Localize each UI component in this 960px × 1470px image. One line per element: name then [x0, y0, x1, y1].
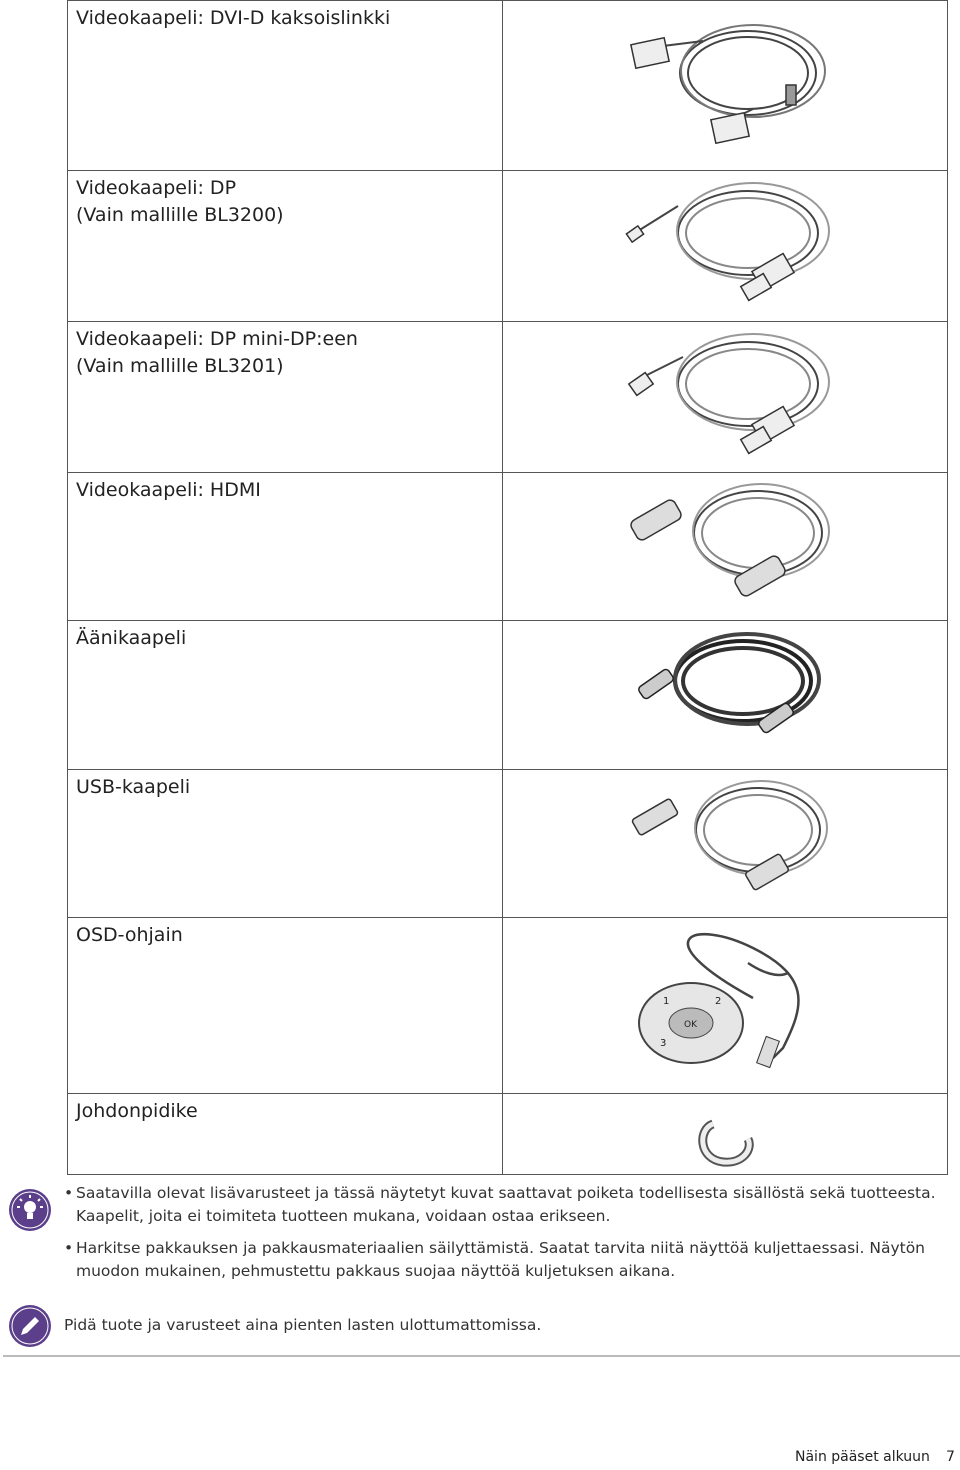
tip-note: [8, 1178, 948, 1292]
osd-button-3-label: 3: [660, 1038, 667, 1049]
item-label: [68, 473, 503, 620]
item-label: [68, 621, 503, 769]
dp-cable-icon: [503, 171, 947, 321]
label-line: (Vain mallille BL3201): [76, 355, 284, 377]
tip-text: [64, 1182, 948, 1292]
table-row: [68, 472, 947, 620]
table-row: [68, 321, 947, 472]
item-label: [68, 171, 503, 321]
lightbulb-icon: [8, 1188, 52, 1232]
item-label: [68, 918, 503, 1093]
label-line: Videokaapeli: DP: [76, 177, 237, 199]
audio-cable-icon: [503, 621, 947, 769]
pen-note-text: Pidä tuote ja varusteet aina pienten lasten ulottumattomissa.: [64, 1316, 542, 1334]
label-line: Videokaapeli: DP mini-DP:een: [76, 328, 358, 350]
table-row: [68, 170, 947, 321]
item-label: [68, 770, 503, 917]
table-row: [68, 769, 947, 917]
label-line: OSD-ohjain: [76, 924, 183, 946]
pen-note: [8, 1304, 948, 1348]
label-line: Äänikaapeli: [76, 627, 187, 649]
notes-section: [8, 1178, 948, 1348]
divider: [3, 1355, 960, 1357]
pen-icon: [8, 1304, 52, 1348]
osd-button-1-label: 1: [663, 996, 670, 1007]
usb-cable-icon: [503, 770, 947, 917]
label-line: Videokaapeli: HDMI: [76, 479, 261, 501]
osd-ok-label: OK: [684, 1020, 697, 1030]
table-row: [68, 620, 947, 769]
dvi-cable-icon: [503, 1, 947, 170]
table-row: [68, 0, 947, 170]
label-line: USB-kaapeli: [76, 776, 191, 798]
footer-section: Näin pääset alkuun: [795, 1449, 930, 1465]
table-row: [68, 1093, 947, 1174]
label-line: Johdonpidike: [76, 1100, 198, 1122]
label-line: (Vain mallille BL3200): [76, 204, 284, 226]
osd-controller-icon: [503, 918, 947, 1093]
osd-button-2-label: 2: [715, 996, 722, 1007]
page-number: 7: [946, 1449, 955, 1465]
label-line: Videokaapeli: DVI-D kaksoislinkki: [76, 7, 391, 29]
accessories-table: [67, 0, 948, 1175]
item-label: [68, 1, 503, 170]
list-item: • Saatavilla olevat lisävarusteet ja tässä näytetyt kuvat saattavat poiketa todellisesta sisällöstä sekä tuotteesta. Kaapelit, joita ei toimiteta tuotteen mukana, voidaan ostaa erikseen.: [64, 1182, 948, 1228]
cable-clip-icon: [503, 1094, 947, 1174]
item-label: [68, 322, 503, 472]
hdmi-cable-icon: [503, 473, 947, 620]
table-row: [68, 917, 947, 1093]
mini-dp-cable-icon: [503, 322, 947, 472]
item-label: [68, 1094, 503, 1174]
list-item: • Harkitse pakkauksen ja pakkausmateriaalien säilyttämistä. Saatat tarvita niitä näyttöä kuljettaessasi. Näytön muodon mukainen, pehmustettu pakkaus suojaa näyttöä kuljetuksen aikana.: [64, 1237, 948, 1283]
